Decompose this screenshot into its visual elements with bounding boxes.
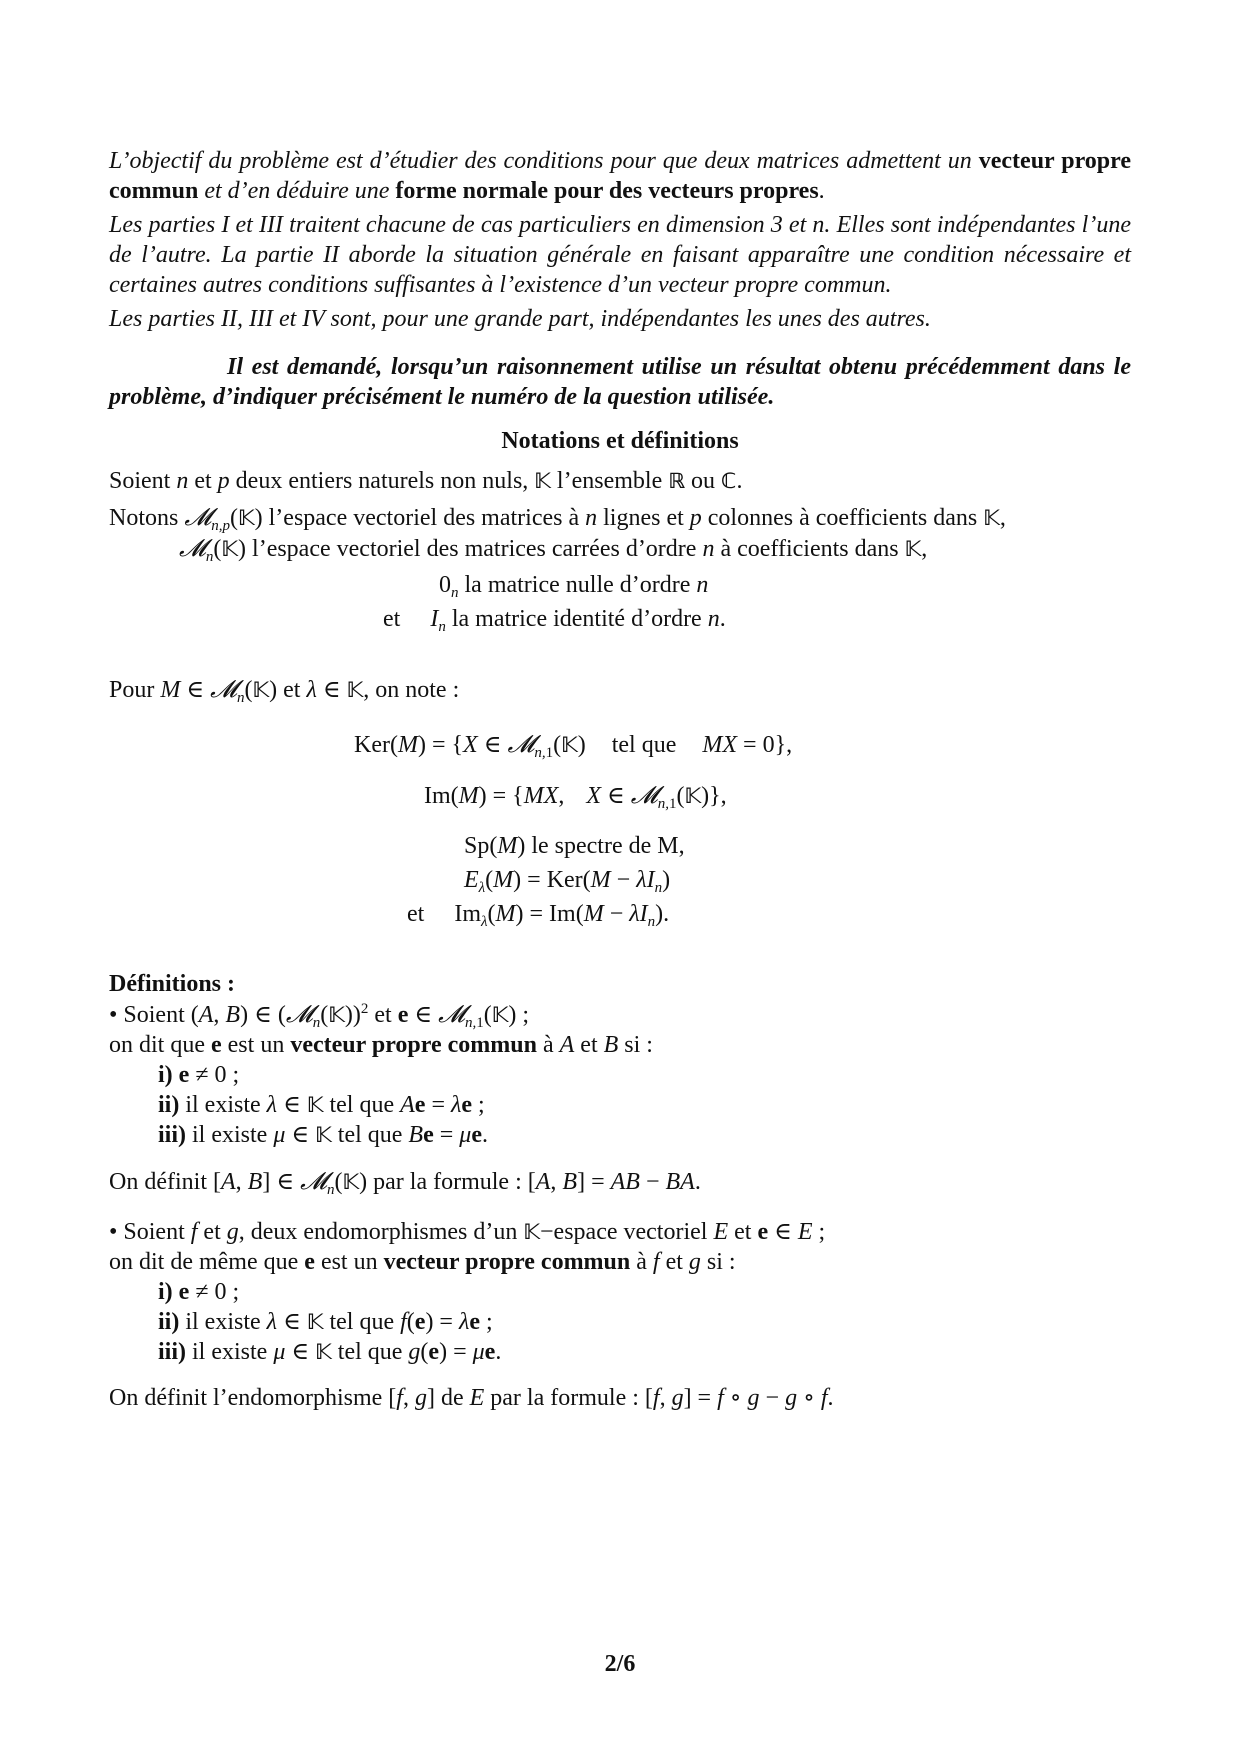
formula-ker: Ker(M) = {X ∈ 𝓜$_{n,1}$(𝕂) tel que MX = 0}, xyxy=(354,730,793,761)
intro-paragraph-1: L’objectif du problème est d’étudier des conditions pour que deux matrices admettent un vecteur propre commun et d’en déduire une forme normale pour des vecteurs propres. xyxy=(109,148,1132,204)
notation-line-2: Notons 𝓜$_{n,p}$(𝕂) l’espace vectoriel des matrices à n lignes et p colonnes à coefficients dans 𝕂, xyxy=(109,503,1006,534)
term-forme-normale: forme normale pour des vecteurs propres xyxy=(395,178,819,204)
formula-eigenspace: $E_\lambda(M) = Ker(M - \lambda I_n)$ xyxy=(464,867,671,896)
def-on-dit-1: on dit que e est un vecteur propre commun à A et B si : xyxy=(109,1032,653,1058)
notation-zero-matrix: $0_n$ la matrice nulle d’ordre n xyxy=(439,572,709,601)
def-conditions-endomorphismes xyxy=(158,1277,1131,1367)
condition-i: i) e ≠ 0 ; xyxy=(158,1062,240,1088)
page-number: 2/6 xyxy=(604,1651,636,1677)
def-on-dit-2: on dit de même que e est un vecteur propre commun à f et g si : xyxy=(109,1249,736,1275)
notation-line-1: Soient n et p deux entiers naturels non nuls, 𝕂 l’ensemble ℝ ou ℂ. xyxy=(109,468,743,494)
section-heading: Notations et définitions xyxy=(501,428,739,454)
condition-ii: ii) il existe λ ∈ 𝕂 tel que f(e) = λe ; xyxy=(158,1309,493,1335)
intro-paragraph-3: Les parties II, III et IV sont, pour une grande part, indépendantes les unes des autres. xyxy=(109,306,931,332)
notation-line-3: 𝓜$_n$(𝕂) l’espace vectoriel des matrices carrées d’ordre n à coefficients dans 𝕂, xyxy=(179,534,928,565)
condition-iii: iii) il existe μ ∈ 𝕂 tel que Be = μe. xyxy=(158,1122,488,1148)
notation-identity-matrix: et $I_n$ la matrice identité d’ordre n. xyxy=(383,606,726,635)
warning-note: Il est demandé, lorsqu’un raisonnement utilise un résultat obtenu précédemment dans le problème, d’indiquer précisément le numéro de la question utilisée. xyxy=(109,354,1131,410)
formula-im-lambda: et $Im_\lambda(M) = Im(M - \lambda I_n)$. xyxy=(407,901,670,930)
document-page xyxy=(109,146,1131,1413)
condition-iii: iii) il existe μ ∈ 𝕂 tel que g(e) = μe. xyxy=(158,1339,502,1365)
def-commutator-matrices: On définit [A, B] ∈ 𝓜$_n$(𝕂) par la formule : [A, B] = AB − BA. xyxy=(109,1167,701,1198)
def-commutator-endomorphisms: On définit l’endomorphisme [f, g] de E par la formule : [f, g] = f ∘ g − g ∘ f. xyxy=(109,1385,834,1411)
term-vecteur-propre-commun: vecteur propre commun xyxy=(109,148,1132,204)
formula-im: Im(M) = {MX, X ∈ 𝓜$_{n,1}$(𝕂)}, xyxy=(424,781,727,812)
intro-paragraph-2: Les parties I et III traitent chacune de cas particuliers en dimension 3 et n. Elles sont indépendantes l’une de l’autre. La partie II aborde la situation générale en faisant apparaître une condition nécessaire et certaines autres conditions suffisantes à l’existence d’un vecteur propre commun. xyxy=(109,212,1131,298)
definitions-title: Définitions : xyxy=(109,971,235,997)
intro-section xyxy=(109,146,1131,334)
condition-ii: ii) il existe λ ∈ 𝕂 tel que Ae = λe ; xyxy=(158,1092,485,1118)
def-conditions-matrices xyxy=(158,1060,1131,1150)
formula-spectrum: Sp(M) le spectre de M, xyxy=(464,833,685,859)
condition-i: i) e ≠ 0 ; xyxy=(158,1279,240,1305)
notation-pour-line: Pour M ∈ 𝓜$_n$(𝕂) et λ ∈ 𝕂, on note : xyxy=(109,675,460,706)
def-soient-matrices: • Soient (A, B) ∈ (𝓜$_n$(𝕂))$^2$ et e ∈ 𝓜$_{n,1}$(𝕂) ; xyxy=(109,1000,530,1031)
def-soient-endomorphismes: • Soient f et g, deux endomorphismes d’un 𝕂−espace vectoriel E et e ∈ E ; xyxy=(109,1219,826,1245)
